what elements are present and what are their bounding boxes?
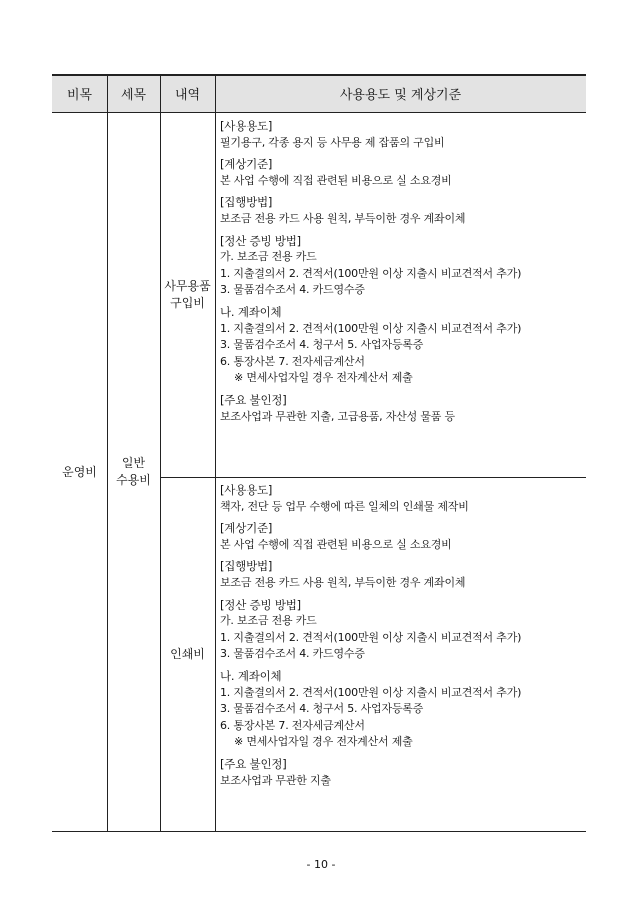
section-line: 1. 지출결의서 2. 견적서(100만원 이상 지출시 비교견적서 추가) — [220, 266, 522, 280]
row-divider — [160, 477, 586, 478]
section-line: 6. 통장사본 7. 전자세금계산서 — [220, 354, 365, 368]
section-heading: [주요 불인정] — [220, 392, 287, 407]
section-line: 보조사업과 무관한 지출, 고급용품, 자산성 물품 등 — [220, 409, 455, 423]
section-heading: [정산 증빙 방법] — [220, 233, 301, 248]
category-label: 운영비 — [62, 464, 97, 479]
budget-table — [52, 74, 586, 832]
section-heading: [계상기준] — [220, 157, 273, 172]
section-line: 가. 보조금 전용 카드 — [220, 250, 317, 264]
section-heading: [집행방법] — [220, 559, 273, 574]
section-line: 보조사업과 무관한 지출 — [220, 773, 331, 787]
section-line: 1. 지출결의서 2. 견적서(100만원 이상 지출시 비교견적서 추가) — [220, 321, 522, 335]
section-note: ※ 면세사업자일 경우 전자계산서 제출 — [234, 371, 413, 385]
item-cell-printing — [160, 478, 215, 831]
page-number: - 10 - — [306, 858, 336, 871]
header-naeyeok: 내역 — [174, 87, 201, 103]
item-line-1: 사무용품 — [164, 279, 211, 293]
item-line-2: 구입비 — [170, 296, 205, 310]
section-line: 본 사업 수행에 직접 관련된 비용으로 실 소요경비 — [220, 537, 452, 551]
subcategory-line-1: 일반 — [121, 456, 146, 470]
header-semok: 세목 — [120, 87, 147, 103]
section-line: 3. 물품검수조서 4. 청구서 5. 사업자등록증 — [220, 702, 424, 716]
subcategory-cell — [107, 113, 160, 831]
section-heading: [정산 증빙 방법] — [220, 597, 301, 612]
table-bottom-border — [52, 831, 586, 832]
section-heading: 나. 계좌이체 — [220, 668, 282, 683]
section-line: 1. 지출결의서 2. 견적서(100만원 이상 지출시 비교견적서 추가) — [220, 630, 522, 644]
category-cell — [52, 113, 107, 831]
table-top-border — [52, 74, 586, 76]
section-heading: [계상기준] — [220, 521, 273, 536]
section-line: 본 사업 수행에 직접 관련된 비용으로 실 소요경비 — [220, 173, 452, 187]
section-line: 책자, 전단 등 업무 수행에 따른 일체의 인쇄물 제작비 — [220, 499, 469, 513]
header-bimok: 비목 — [66, 87, 93, 103]
section-line: 필기용구, 각종 용지 등 사무용 제 잡품의 구입비 — [220, 135, 445, 149]
section-heading: [사용용도] — [220, 483, 273, 497]
item-cell-office-supplies — [160, 113, 215, 477]
header-usage: 사용용도 및 계상기준 — [339, 87, 462, 103]
section-heading: [주요 불인정] — [220, 756, 287, 771]
section-heading: [사용용도] — [220, 119, 273, 133]
item-line-1: 인쇄비 — [170, 647, 205, 661]
section-line: 보조금 전용 카드 사용 원칙, 부득이한 경우 계좌이체 — [220, 575, 466, 589]
usage-content-office-supplies — [220, 118, 582, 425]
section-line: 6. 통장사본 7. 전자세금계산서 — [220, 718, 365, 732]
section-note: ※ 면세사업자일 경우 전자계산서 제출 — [234, 735, 413, 749]
section-line: 3. 물품검수조서 4. 카드영수증 — [220, 647, 365, 661]
col-divider-3 — [215, 74, 216, 832]
section-line: 3. 물품검수조서 4. 카드영수증 — [220, 283, 365, 297]
section-line: 1. 지출결의서 2. 견적서(100만원 이상 지출시 비교견적서 추가) — [220, 685, 522, 699]
section-line: 보조금 전용 카드 사용 원칙, 부득이한 경우 계좌이체 — [220, 211, 466, 225]
section-line: 가. 보조금 전용 카드 — [220, 614, 317, 628]
subcategory-line-2: 수용비 — [116, 473, 151, 487]
section-line: 3. 물품검수조서 4. 청구서 5. 사업자등록증 — [220, 338, 424, 352]
section-heading: [집행방법] — [220, 195, 273, 210]
section-heading: 나. 계좌이체 — [220, 304, 282, 319]
usage-content-printing — [220, 482, 582, 789]
